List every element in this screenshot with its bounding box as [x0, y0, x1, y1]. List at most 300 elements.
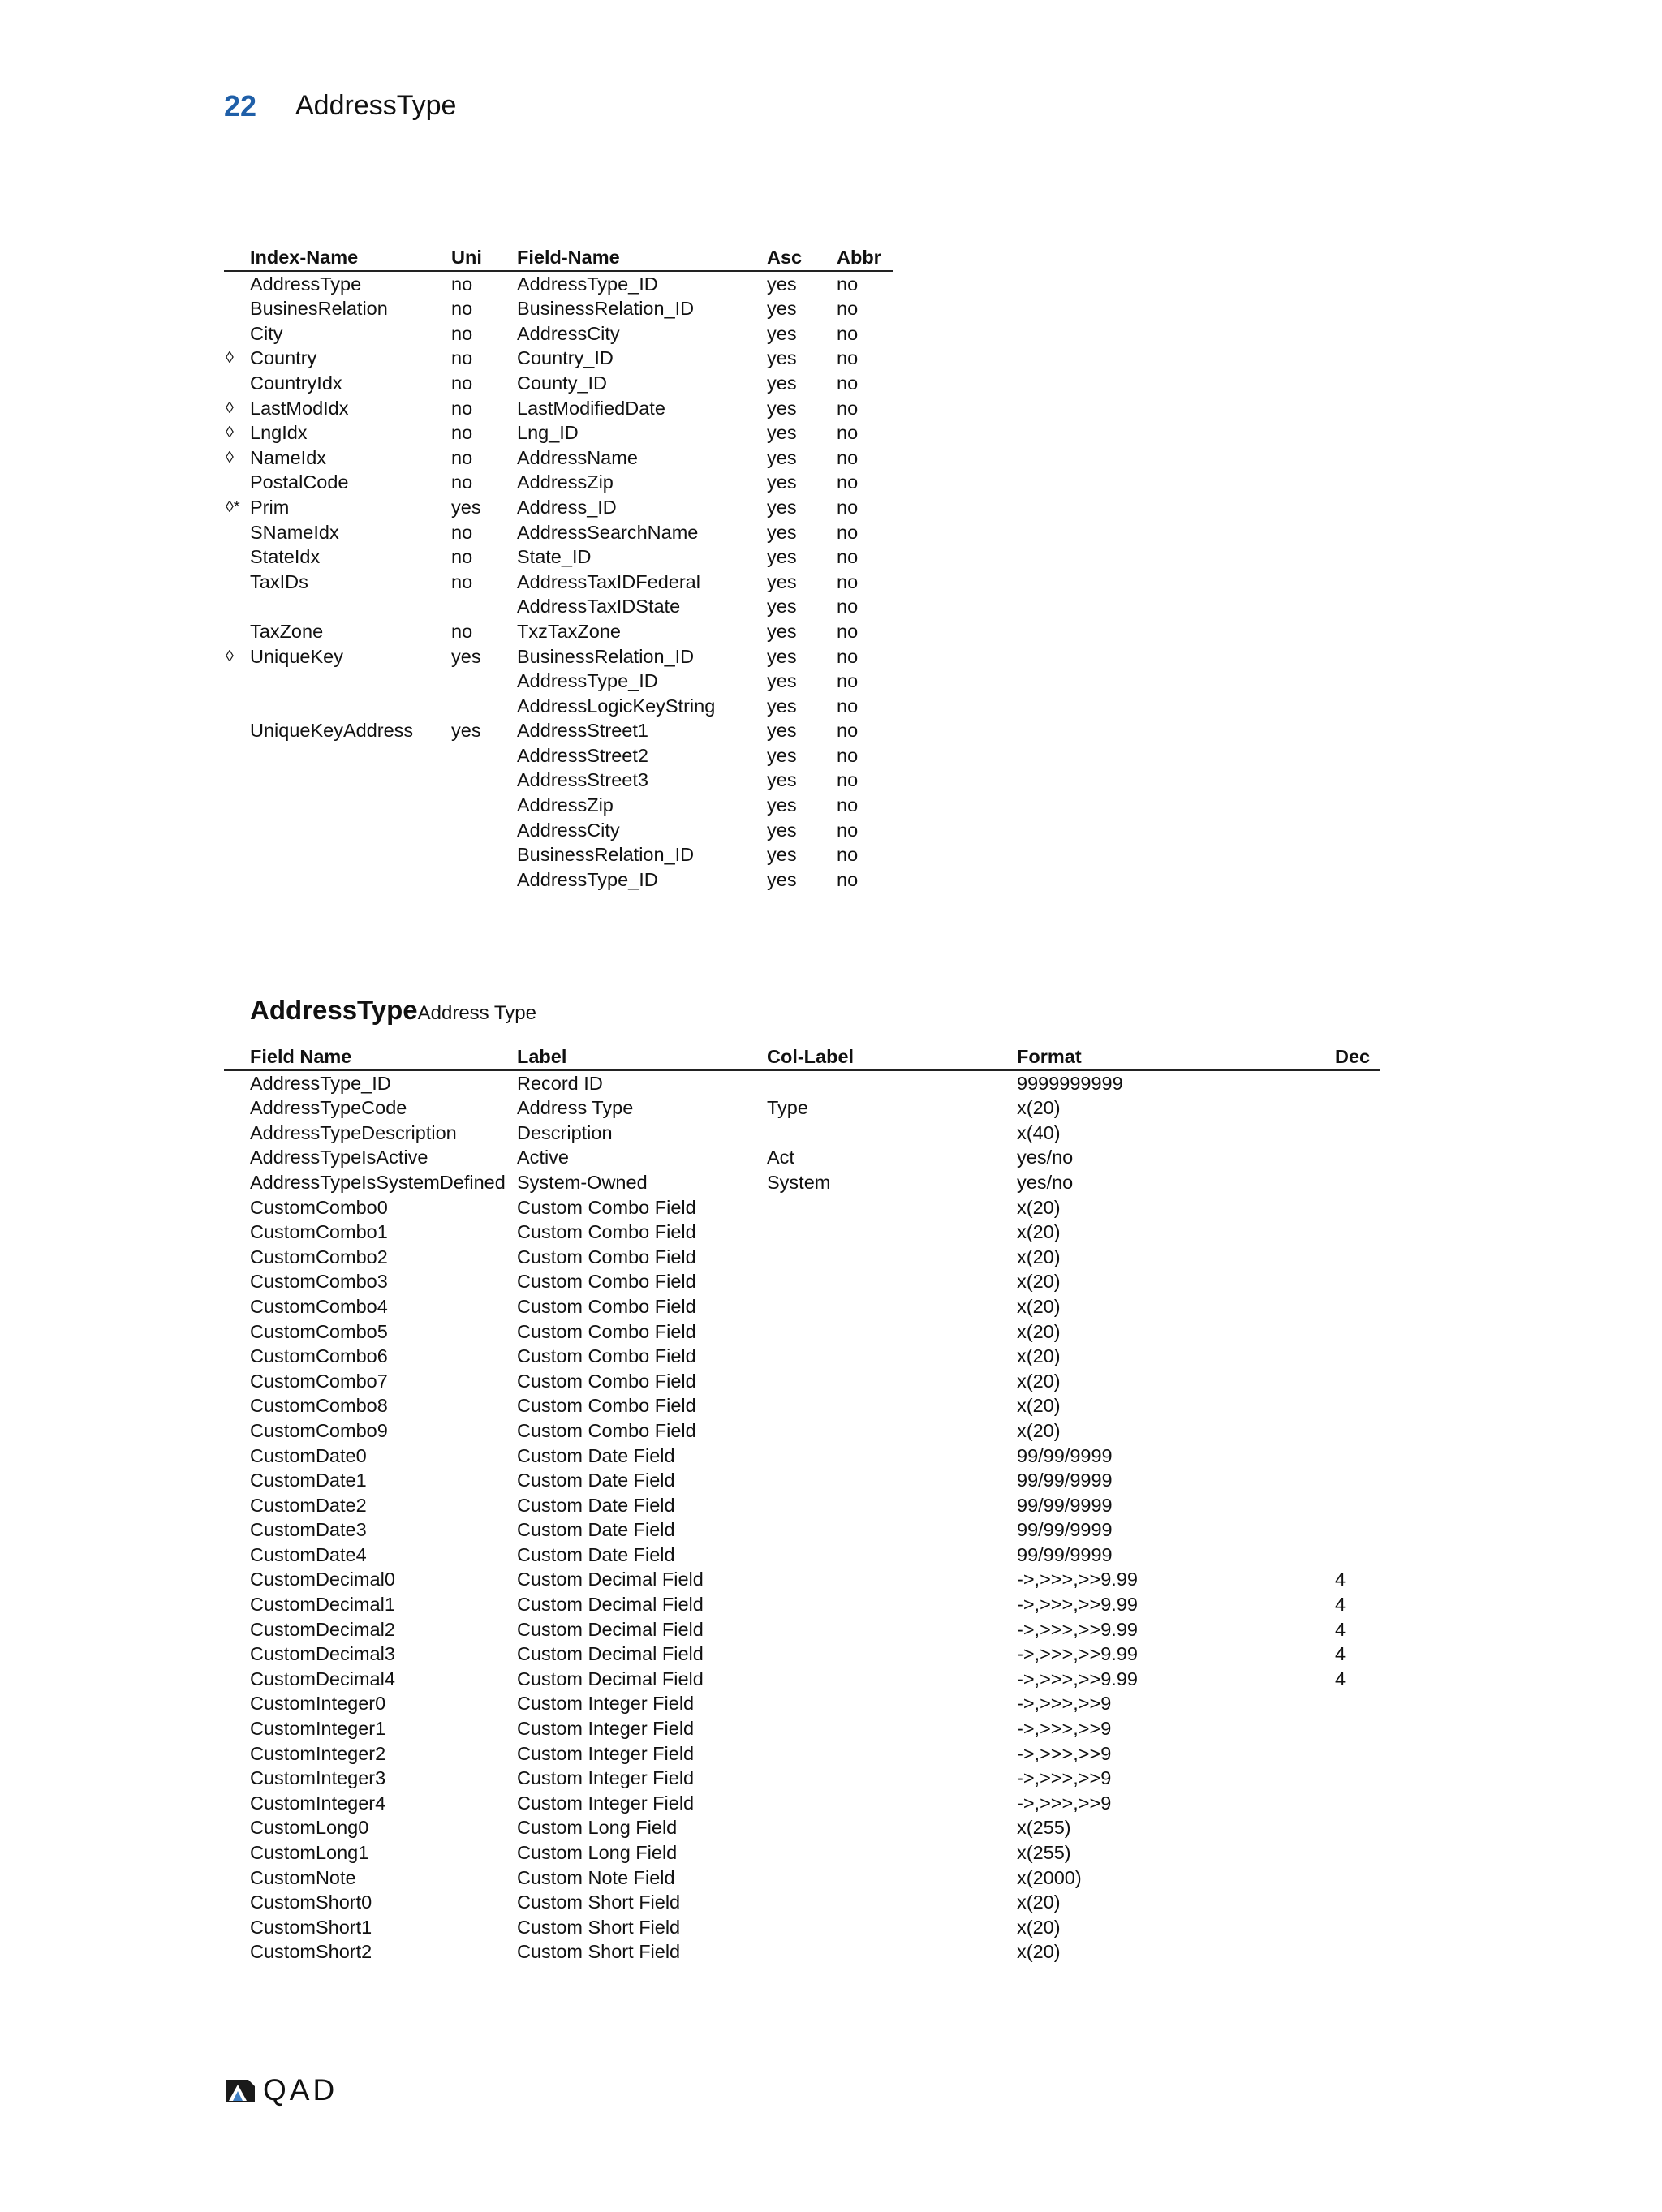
table-row — [224, 842, 893, 867]
index-name-cell: UniqueKey — [250, 645, 343, 667]
index-abbr-cell: no — [837, 347, 859, 369]
field-label-cell: System-Owned — [517, 1171, 648, 1193]
index-unique-cell — [451, 743, 517, 768]
index-flag: ◊* — [226, 497, 240, 516]
table-row — [224, 1070, 1380, 1096]
index-abbr-cell: no — [837, 596, 859, 618]
qad-logo-icon — [224, 2076, 256, 2104]
field-table-header: Format — [1017, 1044, 1335, 1070]
index-flag: ◊ — [226, 448, 234, 467]
index-name-cell: Country — [250, 347, 317, 369]
index-name-cell: SNameIdx — [250, 521, 339, 543]
field-label-cell: Custom Integer Field — [517, 1742, 695, 1764]
field-col-label-cell — [767, 1493, 1017, 1518]
field-dec-cell — [1335, 1840, 1380, 1866]
table-row — [224, 296, 893, 321]
table-row — [224, 1220, 1380, 1245]
field-dec-cell — [1335, 1444, 1380, 1469]
table-row — [224, 1791, 1380, 1816]
index-asc-cell: yes — [767, 546, 797, 568]
field-format-cell: x(20) — [1017, 1196, 1061, 1218]
field-format-cell: ->,>>>,>>9.99 — [1017, 1594, 1138, 1616]
index-asc-cell: yes — [767, 422, 797, 444]
field-spacer-cell — [224, 1195, 250, 1220]
field-format-cell: x(20) — [1017, 1891, 1061, 1913]
table-row — [224, 1269, 1380, 1294]
table-row — [224, 1766, 1380, 1791]
field-label-cell: Custom Date Field — [517, 1444, 675, 1466]
index-flag — [224, 793, 250, 818]
field-label-cell: Custom Combo Field — [517, 1395, 696, 1417]
index-name-cell — [250, 768, 451, 793]
table-row — [224, 1444, 1380, 1469]
field-format-cell: ->,>>>,>>9 — [1017, 1792, 1112, 1814]
table-description: Address Type — [417, 1002, 536, 1024]
field-name-cell: CustomDecimal2 — [250, 1618, 395, 1640]
index-field-cell: AddressStreet3 — [517, 769, 648, 791]
field-spacer-cell — [224, 1245, 250, 1270]
field-col-label-cell — [767, 1642, 1017, 1667]
index-unique-cell: no — [451, 471, 473, 493]
field-spacer-cell — [224, 1642, 250, 1667]
field-name-cell: CustomCombo6 — [250, 1345, 388, 1367]
field-col-label-cell — [767, 1939, 1017, 1965]
index-abbr-cell: no — [837, 645, 859, 667]
field-col-label-cell — [767, 1294, 1017, 1319]
table-section-heading — [250, 995, 536, 1026]
table-row — [224, 1866, 1380, 1891]
index-asc-cell: yes — [767, 397, 797, 419]
index-field-cell: AddressName — [517, 446, 638, 468]
index-name-cell: PostalCode — [250, 471, 349, 493]
field-name-cell: CustomShort0 — [250, 1891, 372, 1913]
table-row — [224, 396, 893, 421]
field-col-label-cell — [767, 1444, 1017, 1469]
field-label-cell: Custom Integer Field — [517, 1693, 695, 1715]
field-col-label-cell — [767, 1418, 1017, 1444]
index-unique-cell: no — [451, 347, 473, 369]
field-col-label-cell — [767, 1543, 1017, 1568]
field-col-label-cell — [767, 1890, 1017, 1915]
field-spacer-cell — [224, 1095, 250, 1121]
table-row — [224, 619, 893, 644]
index-name-cell: CountryIdx — [250, 372, 342, 394]
index-abbr-cell: no — [837, 769, 859, 791]
field-name-cell: CustomLong0 — [250, 1817, 369, 1839]
table-row — [224, 718, 893, 743]
field-label-cell: Custom Combo Field — [517, 1271, 696, 1293]
field-name-cell: CustomDecimal4 — [250, 1668, 395, 1689]
field-format-cell: 99/99/9999 — [1017, 1543, 1113, 1565]
field-format-cell: ->,>>>,>>9.99 — [1017, 1668, 1138, 1689]
field-name-cell: CustomShort1 — [250, 1916, 372, 1938]
field-dec-cell — [1335, 1741, 1380, 1767]
index-flag — [224, 544, 250, 570]
field-label-cell: Custom Short Field — [517, 1891, 681, 1913]
index-asc-cell: yes — [767, 372, 797, 394]
field-name-cell: CustomDecimal1 — [250, 1594, 395, 1616]
table-row — [224, 321, 893, 346]
field-format-cell: x(20) — [1017, 1916, 1061, 1938]
index-unique-cell: no — [451, 521, 473, 543]
field-name-cell: CustomCombo7 — [250, 1370, 388, 1392]
index-name-cell — [250, 818, 451, 843]
table-row — [224, 1667, 1380, 1692]
field-format-cell: x(255) — [1017, 1817, 1071, 1839]
index-abbr-cell: no — [837, 322, 859, 344]
table-row — [224, 1642, 1380, 1667]
index-name-cell: Prim — [250, 496, 290, 518]
field-label-cell: Custom Integer Field — [517, 1718, 695, 1740]
index-field-cell: AddressCity — [517, 322, 620, 344]
table-row — [224, 1145, 1380, 1170]
index-name-cell — [250, 694, 451, 719]
index-table-header: Index-Name — [250, 245, 451, 271]
field-format-cell: ->,>>>,>>9.99 — [1017, 1618, 1138, 1640]
index-field-cell: AddressSearchName — [517, 521, 699, 543]
index-abbr-cell: no — [837, 372, 859, 394]
field-dec-cell — [1335, 1691, 1380, 1716]
index-unique-cell: yes — [451, 720, 481, 742]
field-dec-cell — [1335, 1369, 1380, 1394]
field-label-cell: Custom Long Field — [517, 1817, 678, 1839]
index-asc-cell: yes — [767, 596, 797, 618]
field-label-cell: Custom Decimal Field — [517, 1668, 704, 1689]
field-label-cell: Custom Combo Field — [517, 1196, 696, 1218]
table-row — [224, 1915, 1380, 1940]
index-unique-cell: yes — [451, 496, 481, 518]
index-abbr-cell: no — [837, 744, 859, 766]
field-spacer-cell — [224, 1145, 250, 1170]
index-field-cell: Country_ID — [517, 347, 614, 369]
field-dec-cell — [1335, 1145, 1380, 1170]
field-col-label-cell — [767, 1319, 1017, 1345]
table-row — [224, 1319, 1380, 1345]
field-name-cell: AddressType_ID — [250, 1072, 391, 1094]
index-asc-cell: yes — [767, 819, 797, 841]
index-field-cell: AddressStreet1 — [517, 720, 648, 742]
field-format-cell: x(40) — [1017, 1121, 1061, 1143]
field-label-cell: Address Type — [517, 1097, 634, 1119]
qad-logo — [224, 2073, 338, 2107]
field-col-label-cell — [767, 1791, 1017, 1816]
index-table-header-row — [224, 245, 893, 271]
field-label-cell: Custom Combo Field — [517, 1246, 696, 1267]
table-row — [224, 371, 893, 396]
index-unique-cell — [451, 842, 517, 867]
page-number: 22 — [224, 89, 257, 123]
index-field-cell: AddressType_ID — [517, 670, 658, 692]
field-spacer-cell — [224, 1319, 250, 1345]
index-asc-cell: yes — [767, 720, 797, 742]
index-asc-cell: yes — [767, 521, 797, 543]
index-asc-cell: yes — [767, 844, 797, 866]
index-unique-cell — [451, 793, 517, 818]
table-row — [224, 1691, 1380, 1716]
field-spacer-cell — [224, 1543, 250, 1568]
index-unique-cell: no — [451, 446, 473, 468]
index-field-cell: AddressType_ID — [517, 273, 658, 295]
field-col-label-cell — [767, 1369, 1017, 1394]
field-label-cell: Custom Combo Field — [517, 1345, 696, 1367]
field-col-label-cell — [767, 1344, 1017, 1369]
index-table-header: Uni — [451, 245, 517, 271]
index-field-cell: AddressZip — [517, 471, 614, 493]
field-dec-cell — [1335, 1543, 1380, 1568]
field-table-header: Col-Label — [767, 1044, 1017, 1070]
index-abbr-cell: no — [837, 720, 859, 742]
field-col-label-cell — [767, 1567, 1017, 1592]
index-flag — [224, 520, 250, 545]
field-label-cell: Custom Note Field — [517, 1866, 675, 1888]
field-name-cell: AddressTypeDescription — [250, 1121, 457, 1143]
table-row — [224, 1815, 1380, 1840]
field-dec-cell — [1335, 1939, 1380, 1965]
field-name-cell: AddressTypeIsActive — [250, 1147, 428, 1168]
field-col-label-cell — [767, 1220, 1017, 1245]
index-unique-cell — [451, 694, 517, 719]
table-row — [224, 1617, 1380, 1642]
field-spacer-cell — [224, 1294, 250, 1319]
index-asc-cell: yes — [767, 645, 797, 667]
index-flag — [224, 818, 250, 843]
page-title: AddressType — [295, 90, 457, 121]
field-spacer-cell — [224, 1493, 250, 1518]
field-name-cell: CustomCombo9 — [250, 1419, 388, 1441]
field-spacer-cell — [224, 1070, 250, 1096]
logo-text: QAD — [263, 2073, 338, 2107]
index-unique-cell: no — [451, 570, 473, 592]
field-dec-cell — [1335, 1716, 1380, 1741]
field-label-cell: Custom Combo Field — [517, 1295, 696, 1317]
index-flag — [224, 296, 250, 321]
table-row — [224, 1543, 1380, 1568]
table-row — [224, 669, 893, 694]
index-flag — [224, 321, 250, 346]
table-row — [224, 271, 893, 297]
field-dec-cell — [1335, 1170, 1380, 1195]
index-flag — [224, 842, 250, 867]
field-label-cell: Custom Date Field — [517, 1470, 675, 1491]
field-table — [224, 1044, 1380, 1965]
field-name-cell: CustomDecimal3 — [250, 1643, 395, 1665]
field-col-label-cell — [767, 1716, 1017, 1741]
index-field-cell: AddressType_ID — [517, 868, 658, 890]
field-format-cell: x(20) — [1017, 1221, 1061, 1243]
index-asc-cell: yes — [767, 446, 797, 468]
field-dec-cell — [1335, 1915, 1380, 1940]
field-format-cell: ->,>>>,>>9 — [1017, 1718, 1112, 1740]
index-flag — [224, 619, 250, 644]
table-row — [224, 1095, 1380, 1121]
field-label-cell: Custom Combo Field — [517, 1370, 696, 1392]
index-name-cell: StateIdx — [250, 546, 321, 568]
field-col-label-cell — [767, 1741, 1017, 1767]
field-spacer-cell — [224, 1344, 250, 1369]
field-dec-cell — [1335, 1468, 1380, 1493]
field-col-label-cell — [767, 1070, 1017, 1096]
field-format-cell: 99/99/9999 — [1017, 1470, 1113, 1491]
field-dec-cell — [1335, 1766, 1380, 1791]
index-field-cell: TxzTaxZone — [517, 620, 621, 642]
field-label-cell: Custom Decimal Field — [517, 1569, 704, 1590]
index-flag — [224, 694, 250, 719]
field-dec-cell — [1335, 1070, 1380, 1096]
index-unique-cell: no — [451, 298, 473, 320]
index-field-cell: BusinessRelation_ID — [517, 844, 695, 866]
index-name-cell: NameIdx — [250, 446, 327, 468]
field-table-header: Label — [517, 1044, 767, 1070]
index-field-cell: AddressLogicKeyString — [517, 695, 716, 717]
field-col-label-cell: System — [767, 1171, 831, 1193]
field-format-cell: yes/no — [1017, 1171, 1074, 1193]
table-row — [224, 495, 893, 520]
field-name-cell: CustomCombo2 — [250, 1246, 388, 1267]
index-abbr-cell: no — [837, 422, 859, 444]
field-spacer-cell — [224, 1393, 250, 1418]
table-row — [224, 793, 893, 818]
table-row — [224, 1170, 1380, 1195]
field-spacer-cell — [224, 1915, 250, 1940]
index-name-cell — [250, 669, 451, 694]
field-spacer-cell — [224, 1866, 250, 1891]
index-table-flag-header — [224, 245, 250, 271]
field-name-cell: CustomDate0 — [250, 1444, 367, 1466]
field-format-cell: x(20) — [1017, 1246, 1061, 1267]
table-row — [224, 520, 893, 545]
index-unique-cell — [451, 669, 517, 694]
field-name-cell: CustomCombo5 — [250, 1320, 388, 1342]
field-dec-cell — [1335, 1195, 1380, 1220]
index-abbr-cell: no — [837, 670, 859, 692]
index-field-cell: Address_ID — [517, 496, 617, 518]
index-abbr-cell: no — [837, 521, 859, 543]
field-col-label-cell — [767, 1517, 1017, 1543]
index-name-cell: UniqueKeyAddress — [250, 720, 414, 742]
field-format-cell: x(20) — [1017, 1295, 1061, 1317]
field-table-spacer-header — [224, 1044, 250, 1070]
field-name-cell: CustomInteger0 — [250, 1693, 386, 1715]
index-asc-cell: yes — [767, 570, 797, 592]
index-flag — [224, 768, 250, 793]
field-dec-cell — [1335, 1393, 1380, 1418]
field-name-cell: CustomCombo8 — [250, 1395, 388, 1417]
table-row — [224, 867, 893, 893]
field-col-label-cell — [767, 1815, 1017, 1840]
field-spacer-cell — [224, 1617, 250, 1642]
field-dec-cell: 4 — [1335, 1569, 1346, 1590]
index-unique-cell — [451, 867, 517, 893]
table-row — [224, 1121, 1380, 1146]
index-abbr-cell: no — [837, 546, 859, 568]
field-dec-cell — [1335, 1269, 1380, 1294]
field-spacer-cell — [224, 1791, 250, 1816]
index-flag — [224, 669, 250, 694]
field-format-cell: x(255) — [1017, 1842, 1071, 1863]
field-label-cell: Record ID — [517, 1072, 603, 1094]
table-row — [224, 1741, 1380, 1767]
table-row — [224, 1393, 1380, 1418]
table-row — [224, 1369, 1380, 1394]
field-label-cell: Custom Long Field — [517, 1842, 678, 1863]
field-dec-cell — [1335, 1815, 1380, 1840]
field-label-cell: Description — [517, 1121, 613, 1143]
field-name-cell: CustomInteger4 — [250, 1792, 386, 1814]
field-dec-cell: 4 — [1335, 1618, 1346, 1640]
index-name-cell: TaxIDs — [250, 570, 308, 592]
field-name-cell: CustomInteger3 — [250, 1767, 386, 1789]
index-field-cell: AddressZip — [517, 794, 614, 816]
field-spacer-cell — [224, 1890, 250, 1915]
field-dec-cell — [1335, 1220, 1380, 1245]
field-col-label-cell — [767, 1269, 1017, 1294]
index-field-cell: LastModifiedDate — [517, 397, 665, 419]
field-name-cell: CustomDate4 — [250, 1543, 367, 1565]
field-spacer-cell — [224, 1517, 250, 1543]
index-unique-cell — [451, 594, 517, 619]
field-name-cell: AddressTypeCode — [250, 1097, 407, 1119]
index-unique-cell: no — [451, 546, 473, 568]
field-format-cell: 99/99/9999 — [1017, 1519, 1113, 1541]
index-name-cell: AddressType — [250, 273, 362, 295]
table-row — [224, 1418, 1380, 1444]
field-spacer-cell — [224, 1121, 250, 1146]
field-col-label-cell: Type — [767, 1097, 808, 1119]
index-table — [224, 245, 893, 892]
field-dec-cell — [1335, 1121, 1380, 1146]
field-spacer-cell — [224, 1716, 250, 1741]
index-abbr-cell: no — [837, 496, 859, 518]
field-col-label-cell — [767, 1121, 1017, 1146]
field-format-cell: ->,>>>,>>9 — [1017, 1693, 1112, 1715]
table-row — [224, 768, 893, 793]
index-name-cell — [250, 594, 451, 619]
field-col-label-cell — [767, 1915, 1017, 1940]
field-format-cell: x(20) — [1017, 1271, 1061, 1293]
table-row — [224, 743, 893, 768]
field-table-header: Dec — [1335, 1044, 1380, 1070]
field-name-cell: CustomCombo0 — [250, 1196, 388, 1218]
index-abbr-cell: no — [837, 273, 859, 295]
table-row — [224, 470, 893, 495]
index-abbr-cell: no — [837, 695, 859, 717]
index-name-cell: TaxZone — [250, 620, 324, 642]
table-row — [224, 1939, 1380, 1965]
index-field-cell: BusinessRelation_ID — [517, 645, 695, 667]
field-name-cell: CustomDate3 — [250, 1519, 367, 1541]
field-format-cell: x(20) — [1017, 1370, 1061, 1392]
index-unique-cell: no — [451, 273, 473, 295]
index-field-cell: County_ID — [517, 372, 608, 394]
field-format-cell: ->,>>>,>>9 — [1017, 1742, 1112, 1764]
index-field-cell: Lng_ID — [517, 422, 579, 444]
index-unique-cell: no — [451, 322, 473, 344]
field-name-cell: CustomInteger2 — [250, 1742, 386, 1764]
field-name-cell: CustomLong1 — [250, 1842, 369, 1863]
field-name-cell: CustomNote — [250, 1866, 356, 1888]
field-spacer-cell — [224, 1766, 250, 1791]
field-name-cell: CustomDate2 — [250, 1494, 367, 1516]
field-name-cell: CustomCombo3 — [250, 1271, 388, 1293]
field-spacer-cell — [224, 1592, 250, 1617]
index-flag: ◊ — [226, 349, 234, 368]
field-label-cell: Custom Combo Field — [517, 1221, 696, 1243]
index-name-cell — [250, 743, 451, 768]
field-dec-cell: 4 — [1335, 1643, 1346, 1665]
index-field-cell: AddressTaxIDState — [517, 596, 681, 618]
index-abbr-cell: no — [837, 298, 859, 320]
field-dec-cell — [1335, 1418, 1380, 1444]
